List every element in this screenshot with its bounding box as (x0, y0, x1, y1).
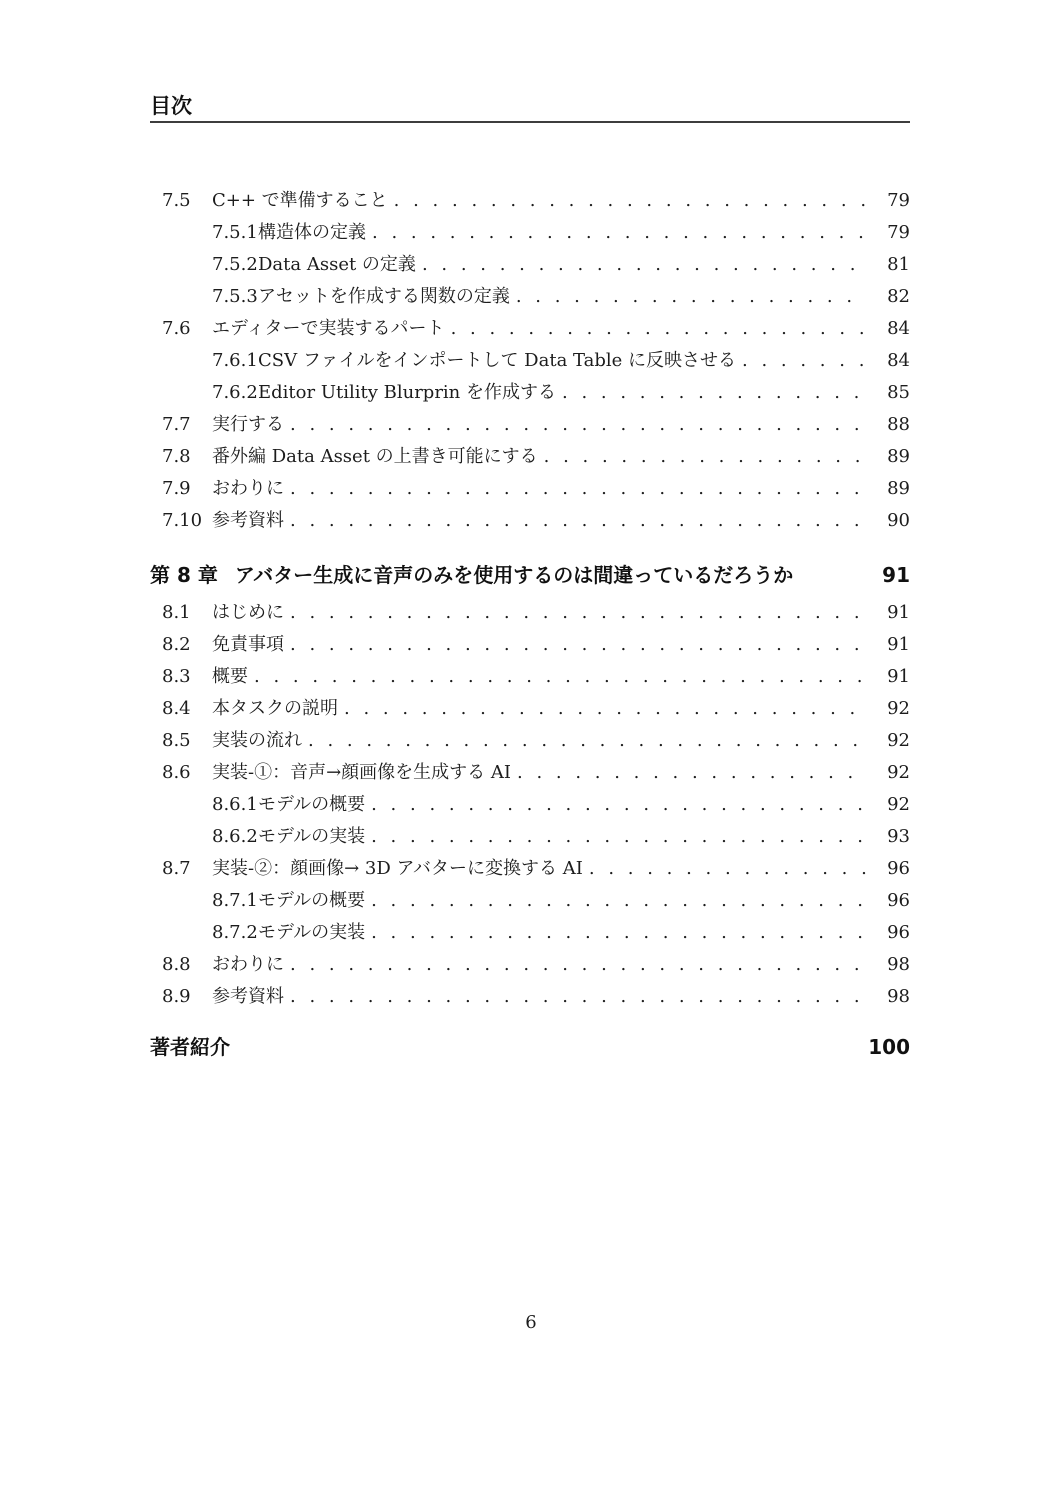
toc-entry-page: 88 (887, 414, 910, 435)
toc-entry-number: 7.10 (162, 510, 203, 531)
toc-entry-page: 90 (887, 510, 910, 531)
toc-entry[interactable] (150, 185, 910, 217)
toc-entry-title: 参考資料 (212, 510, 284, 531)
toc-entry-number: 8.8 (162, 954, 191, 975)
toc-entry[interactable] (150, 1029, 910, 1065)
toc-entry-title: 実行する (212, 414, 284, 435)
toc-entry-title: 著者紹介 (150, 1035, 230, 1059)
toc-entry-title: モデルの概要 (258, 890, 366, 911)
toc-entry[interactable] (150, 821, 910, 853)
toc-entry-page: 92 (887, 698, 910, 719)
toc-entry[interactable] (150, 981, 910, 1013)
toc-dot-leader (371, 789, 866, 821)
toc-entry-number: 8.5 (162, 730, 191, 751)
toc-dot-leader (742, 345, 866, 377)
toc-entry-title: アセットを作成する関数の定義 (258, 286, 510, 307)
toc-entry-number: 7.5.3 (212, 286, 258, 307)
toc-dot-leader (394, 185, 866, 217)
toc-entry-title: 概要 (212, 666, 248, 687)
toc-entry-page: 79 (887, 190, 910, 211)
toc-entry-title: Editor Utility Blurprin を作成する (258, 382, 556, 403)
toc-entry[interactable] (150, 441, 910, 473)
toc-dot-leader (290, 505, 866, 537)
toc-entry-page: 84 (887, 318, 910, 339)
toc-entry-page: 89 (887, 446, 910, 467)
toc-entry-page: 98 (887, 954, 910, 975)
page-content (150, 96, 910, 1065)
page-title: 目次 (150, 96, 910, 123)
toc-entry-title: エディターで実装するパート (212, 318, 445, 339)
toc-dot-leader (451, 313, 866, 345)
toc-dot-leader (290, 981, 866, 1013)
toc-entry[interactable] (150, 473, 910, 505)
toc-entry[interactable] (150, 505, 910, 537)
toc-entry-number: 8.6 (162, 762, 191, 783)
toc-entry-number: 7.5 (162, 190, 191, 211)
toc-entry-number: 8.6.1 (212, 794, 258, 815)
toc-entry-number: 8.7 (162, 858, 191, 879)
toc-entry-title: 本タスクの説明 (212, 698, 338, 719)
toc-entry-number: 7.8 (162, 446, 191, 467)
toc-dot-leader (290, 949, 866, 981)
toc-entry-number: 8.7.2 (212, 922, 258, 943)
toc-entry-number: 7.7 (162, 414, 191, 435)
toc-entry[interactable] (150, 949, 910, 981)
toc-entry-title: 参考資料 (212, 986, 284, 1007)
toc-entry-title: モデルの実装 (258, 922, 366, 943)
toc-entry[interactable] (150, 409, 910, 441)
toc-entry-page: 89 (887, 478, 910, 499)
toc-entry-page: 79 (887, 222, 910, 243)
toc-entry-page: 82 (887, 286, 910, 307)
toc-entry-number: 8.2 (162, 634, 191, 655)
toc-entry[interactable] (150, 281, 910, 313)
toc-dot-leader (290, 409, 866, 441)
toc-entry-number: 7.5.2 (212, 254, 258, 275)
toc-entry-page: 96 (887, 890, 910, 911)
toc-entry-number: 8.9 (162, 986, 191, 1007)
toc-entry-page: 92 (887, 730, 910, 751)
toc-entry-page: 81 (887, 254, 910, 275)
toc-entry[interactable] (150, 853, 910, 885)
toc-dot-leader (371, 917, 866, 949)
toc-dot-leader (372, 217, 866, 249)
toc-entry[interactable] (150, 249, 910, 281)
toc-entry-title: 構造体の定義 (258, 222, 366, 243)
toc-entry-page: 100 (868, 1035, 910, 1059)
toc-entry-page: 93 (887, 826, 910, 847)
toc-entry-number: 8.6.2 (212, 826, 258, 847)
toc-entry-page: 91 (887, 634, 910, 655)
toc-entry-title: モデルの概要 (258, 794, 366, 815)
toc-entry-number: 7.6.1 (212, 350, 258, 371)
toc-entry-page: 91 (887, 666, 910, 687)
toc-entry-page: 96 (887, 922, 910, 943)
toc-entry-title: CSV ファイルをインポートして Data Table に反映させる (258, 350, 737, 371)
toc-entry-page: 85 (887, 382, 910, 403)
toc-entry[interactable] (150, 725, 910, 757)
toc-entry[interactable] (150, 693, 910, 725)
toc-entry-title: 実装-②：顔画像→ 3D アバターに変換する AI (212, 858, 583, 879)
toc-entry[interactable] (150, 917, 910, 949)
toc-entry-number: 8.4 (162, 698, 191, 719)
toc-dot-leader (562, 377, 866, 409)
toc-entry-title: おわりに (212, 478, 284, 499)
toc-entry[interactable] (150, 885, 910, 917)
page-footer-number: 6 (525, 1312, 537, 1333)
toc-entry-page: 96 (887, 858, 910, 879)
toc-entry[interactable] (150, 629, 910, 661)
toc-dot-leader (516, 281, 866, 313)
toc-entry[interactable] (150, 789, 910, 821)
toc-entry-page: 91 (882, 563, 910, 587)
toc-entry[interactable] (150, 313, 910, 345)
toc-entry-number: 7.9 (162, 478, 191, 499)
toc-dot-leader (371, 821, 866, 853)
toc-entry[interactable] (150, 757, 910, 789)
toc-entry-title: アバター生成に音声のみを使用するのは間違っているだろうか (234, 563, 794, 587)
toc-entry-number: 8.7.1 (212, 890, 258, 911)
toc-dot-leader (290, 597, 866, 629)
toc-entry-number: 7.5.1 (212, 222, 258, 243)
toc-entry-page: 98 (887, 986, 910, 1007)
toc-dot-leader (422, 249, 866, 281)
toc-entry-title: モデルの実装 (258, 826, 366, 847)
toc-entry-page: 84 (887, 350, 910, 371)
toc-entry-number: 8.3 (162, 666, 191, 687)
toc-dot-leader (308, 725, 866, 757)
toc-entry-title: 免責事項 (212, 634, 284, 655)
toc-entry-number: 7.6.2 (212, 382, 258, 403)
toc-entry[interactable] (150, 377, 910, 409)
toc-entry[interactable] (150, 345, 910, 377)
toc-entry-title: 番外編 Data Asset の上書き可能にする (212, 446, 538, 467)
toc-entry[interactable] (150, 597, 910, 629)
toc-entry-number: 7.6 (162, 318, 191, 339)
toc-dot-leader (290, 473, 866, 505)
toc-entry-title: おわりに (212, 954, 284, 975)
toc-dot-leader (517, 757, 866, 789)
toc-entry[interactable] (150, 661, 910, 693)
toc-entry-title: 実装-①：音声→顔画像を生成する AI (212, 762, 511, 783)
toc-dot-leader (344, 693, 866, 725)
toc-entry-page: 92 (887, 794, 910, 815)
toc-dot-leader (371, 885, 866, 917)
toc-entry[interactable] (150, 217, 910, 249)
toc-entry-page: 92 (887, 762, 910, 783)
toc-entry-page: 91 (887, 602, 910, 623)
toc-list (150, 185, 910, 1065)
toc-dot-leader (290, 629, 866, 661)
toc-entry-number: 8.1 (162, 602, 191, 623)
toc-entry-title: C++ で準備すること (212, 190, 388, 211)
toc-entry-title: 実装の流れ (212, 730, 302, 751)
toc-entry[interactable] (150, 557, 910, 593)
toc-dot-leader (254, 661, 866, 693)
toc-dot-leader (544, 441, 866, 473)
toc-dot-leader (589, 853, 866, 885)
toc-entry-number: 第 8 章 (150, 563, 218, 587)
toc-entry-title: Data Asset の定義 (258, 254, 416, 275)
toc-entry-title: はじめに (212, 602, 284, 623)
